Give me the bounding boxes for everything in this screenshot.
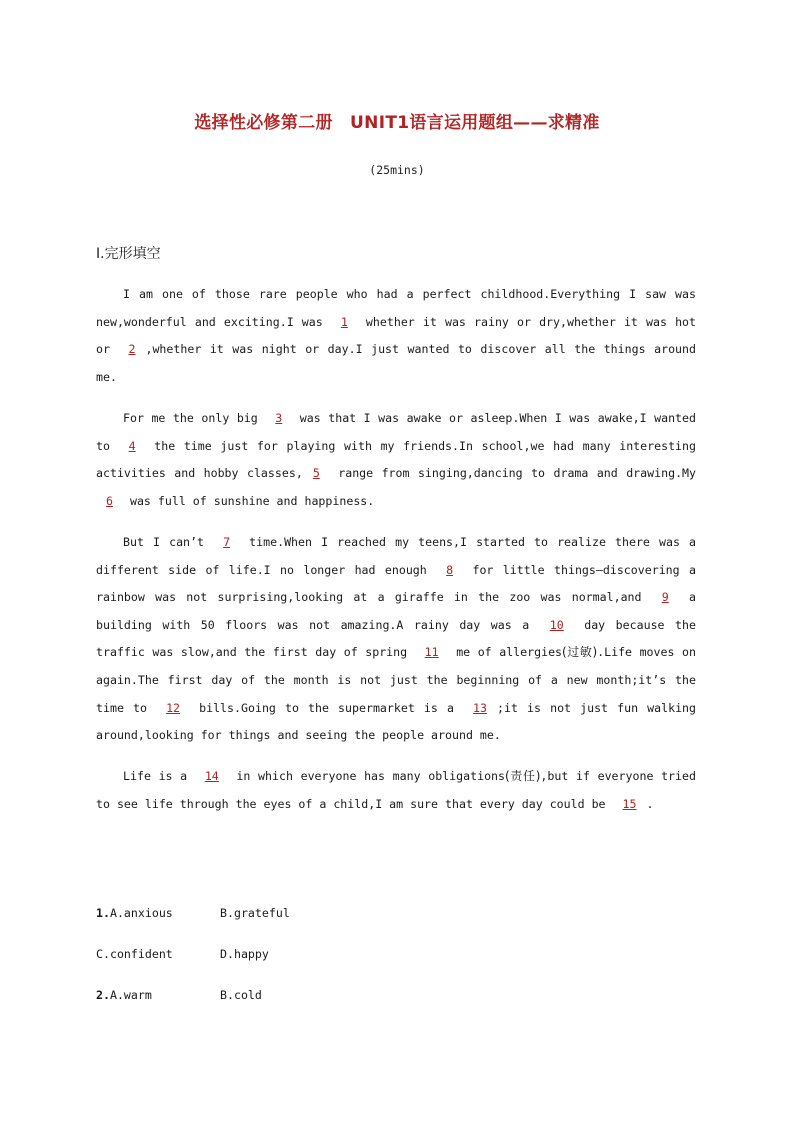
time-limit: (25mins) (369, 163, 425, 177)
question-1-row-1: 1.A.anxious B.grateful (96, 906, 290, 920)
blank-8[interactable]: 8 (446, 562, 454, 577)
blank-13[interactable]: 13 (473, 700, 488, 715)
option-2a[interactable]: A.warm (109, 988, 152, 1002)
blank-11[interactable]: 11 (424, 645, 439, 660)
blank-15[interactable]: 15 (622, 796, 637, 811)
option-1b[interactable]: B.grateful (220, 906, 290, 920)
blank-7[interactable]: 7 (223, 535, 231, 549)
passage-paragraph-1: I am one of those rare people who had a perfect childhood.Everything I saw was new,wonderful and exciting.I was 1 whether it was rainy or dry,whether it was hot or 2 ,whether it was night or day.I just wanted to discover all the things around me. (96, 287, 697, 384)
option-2b[interactable]: B.cold (220, 988, 262, 1002)
blank-4[interactable]: 4 (128, 438, 136, 453)
blank-6[interactable]: 6 (106, 493, 113, 508)
option-1d[interactable]: D.happy (220, 947, 269, 961)
passage-paragraph-3: But I can’t 7 time.When I reached my teens,I started to realize there was a different side of life.I no longer had enough 8 for little things—discovering a rainbow was not surprising,looking at a giraffe in the zoo was normal,and 9 a building with 50 floors was not amazing.A rainy day was a 10 day because the traffic was slow,and the first day of spring 11 me of allergies(过敏).Life moves on again.The first day of the month is not just the beginning of a new month;it’s the time to 12 bills.Going to the supermarket is a 13 ;it is not just fun walking around,looking for things and seeing the people around me. (96, 529, 696, 750)
blank-14[interactable]: 14 (204, 769, 219, 783)
question-2-row-1: 2.A.warm B.cold (96, 988, 262, 1002)
passage-paragraph-4: Life is a 14 in which everyone has many obligations(责任),but if everyone tried to see life through the eyes of a child,I am sure that every day could be 15 . (96, 763, 696, 818)
section-heading: Ⅰ.完形填空 (96, 246, 161, 262)
page-title: 选择性必修第二册 UNIT1语言运用题组——求精准 (194, 113, 600, 133)
passage-paragraph-2: For me the only big 3 was that I was awake or asleep.When I was awake,I wanted to 4 the time just for playing with my friends.In school,we had many interesting activities and hobby classes, 5 range from singing,dancing to drama and drawing.My 6 was full of sunshine and happiness. (96, 405, 696, 515)
blank-12[interactable]: 12 (166, 700, 181, 715)
option-1c[interactable]: C.confident (96, 947, 173, 961)
blank-1[interactable]: 1 (340, 314, 348, 329)
blank-5[interactable]: 5 (312, 466, 320, 481)
question-1-row-2 (96, 947, 269, 961)
blank-2[interactable]: 2 (128, 342, 136, 357)
blank-10[interactable]: 10 (549, 617, 564, 632)
blank-3[interactable]: 3 (275, 411, 283, 425)
option-1a[interactable]: A.anxious (109, 906, 173, 920)
blank-9[interactable]: 9 (661, 590, 669, 605)
